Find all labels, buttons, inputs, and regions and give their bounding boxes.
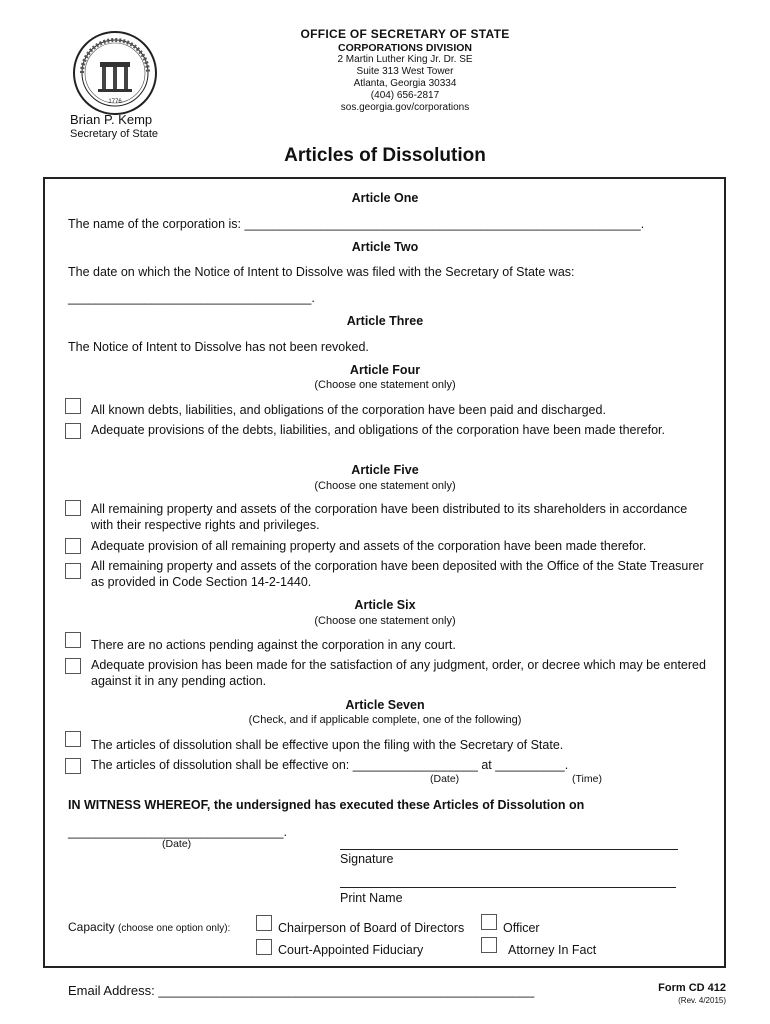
article-three-text: The Notice of Intent to Dissolve has not been revoked. [68, 340, 369, 354]
checkbox-officer[interactable] [481, 914, 497, 930]
option-no-actions: There are no actions pending against the corporation in any court. [91, 638, 456, 652]
article-six-heading: Article Six [354, 598, 416, 612]
article-five-instruction: (Choose one statement only) [314, 480, 456, 492]
print-name-line[interactable] [340, 887, 676, 888]
phone-number: (404) 656-2817 [370, 90, 440, 101]
checkbox-chairperson[interactable] [256, 915, 272, 931]
checkbox-assets-treasurer[interactable] [65, 563, 81, 579]
checkbox-assets-distributed[interactable] [65, 500, 81, 516]
option-debts-paid: All known debts, liabilities, and obligations of the corporation have been paid and discharged. [91, 403, 606, 417]
checkbox-attorney[interactable] [481, 937, 497, 953]
capacity-label: Capacity [68, 920, 115, 934]
notice-date-field[interactable]: ___________________________________. [68, 291, 315, 305]
form-revision: (Rev. 4/2015) [678, 996, 726, 1005]
option-assets-treasurer: All remaining property and assets of the corporation have been deposited with the Office of the State Treasurer as provided in Code Section 14-2-1440. [91, 559, 704, 589]
capacity-label-group [68, 920, 230, 934]
option-fiduciary: Court-Appointed Fiduciary [278, 943, 424, 957]
form-number: Form CD 412 [658, 982, 726, 994]
official-name: Brian P. Kemp [70, 112, 153, 127]
checkbox-assets-provision[interactable] [65, 538, 81, 554]
article-five-heading: Article Five [351, 463, 419, 477]
option-assets-provision: Adequate provision of all remaining property and assets of the corporation have been made therefor. [91, 539, 647, 553]
office-address-block [230, 28, 580, 114]
division-name: CORPORATIONS DIVISION [338, 42, 472, 54]
address-line: 2 Martin Luther King Jr. Dr. SE [337, 54, 473, 65]
checkbox-debts-paid[interactable] [65, 398, 81, 414]
option-chairperson: Chairperson of Board of Directors [278, 921, 465, 935]
website: sos.georgia.gov/corporations [340, 102, 470, 113]
effective-time-label: (Time) [572, 773, 602, 785]
checkbox-effective-on-filing[interactable] [65, 731, 81, 747]
option-assets-distributed: All remaining property and assets of the corporation have been distributed to its shareholders in accordance with their respective rights and privileges. [91, 502, 688, 532]
corporation-name-field[interactable]: The name of the corporation is: _________________________________________________________. [68, 217, 645, 231]
signature-label: Signature [340, 852, 394, 866]
seal-year: 1776 [108, 99, 122, 105]
checkbox-judgment-provision[interactable] [65, 658, 81, 674]
checkbox-debts-provision[interactable] [65, 423, 81, 439]
document-title: Articles of Dissolution [284, 145, 486, 166]
article-two-text: The date on which the Notice of Intent to Dissolve was filed with the Secretary of State was: [68, 265, 575, 279]
capacity-hint: (choose one option only): [118, 923, 231, 934]
option-attorney: Attorney In Fact [508, 943, 597, 957]
effective-date-label: (Date) [430, 773, 460, 785]
address-line: Suite 313 West Tower [356, 66, 454, 77]
article-seven-heading: Article Seven [345, 698, 425, 712]
witness-statement: IN WITNESS WHEREOF, the undersigned has executed these Articles of Dissolution on [68, 798, 585, 812]
print-name-label: Print Name [340, 891, 403, 905]
article-two-heading: Article Two [351, 240, 419, 254]
official-title: Secretary of State [70, 128, 159, 140]
article-four-heading: Article Four [349, 363, 421, 377]
option-officer: Officer [503, 921, 540, 935]
signature-line[interactable] [340, 849, 678, 850]
option-effective-on-date[interactable]: The articles of dissolution shall be effective on: __________________ at __________. [91, 758, 569, 772]
checkbox-effective-on-date[interactable] [65, 758, 81, 774]
checkbox-no-actions[interactable] [65, 632, 81, 648]
article-four-instruction: (Choose one statement only) [314, 379, 456, 391]
office-title: OFFICE OF SECRETARY OF STATE [300, 27, 510, 41]
option-debts-provision: Adequate provisions of the debts, liabilities, and obligations of the corporation have been made therefor. [91, 423, 665, 437]
option-effective-on-filing: The articles of dissolution shall be effective upon the filing with the Secretary of State. [91, 738, 564, 752]
witness-date-label: (Date) [162, 838, 192, 850]
article-seven-instruction: (Check, and if applicable complete, one of the following) [248, 714, 522, 726]
article-one-heading: Article One [351, 191, 419, 205]
witness-date-field[interactable]: _______________________________. [68, 825, 287, 839]
article-six-instruction: (Choose one statement only) [314, 615, 456, 627]
article-three-heading: Article Three [346, 314, 424, 328]
option-judgment-provision: Adequate provision has been made for the satisfaction of any judgment, order, or decree which may be entered against it in any pending action. [91, 658, 706, 688]
georgia-state-seal [72, 30, 158, 116]
email-address-field[interactable]: Email Address: ____________________________________________________ [68, 983, 535, 998]
address-line: Atlanta, Georgia 30334 [353, 78, 457, 89]
checkbox-fiduciary[interactable] [256, 939, 272, 955]
